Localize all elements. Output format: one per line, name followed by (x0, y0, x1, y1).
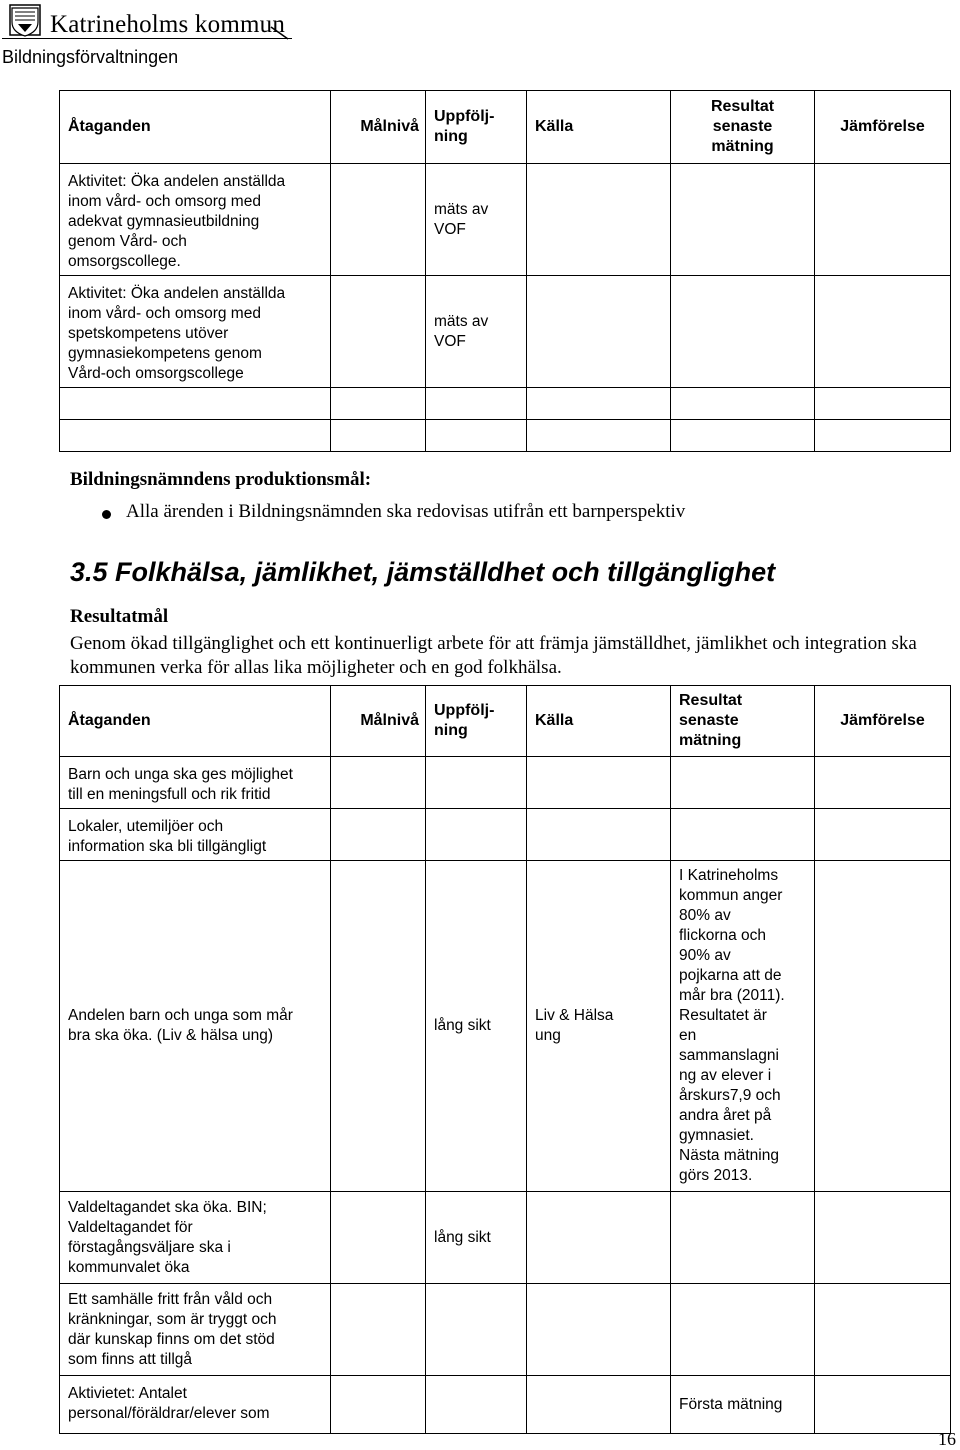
table-row (60, 757, 951, 809)
cell-jamforelse (815, 861, 951, 1192)
cell-kalla (527, 164, 671, 276)
table-header-row (60, 686, 951, 757)
cell-malniva (331, 276, 426, 388)
cell-malniva (331, 164, 426, 276)
table-row (60, 164, 951, 276)
cell-ataganden: Andelen barn och unga som mår bra ska öka. (Liv & hälsa ung) (60, 861, 331, 1192)
cell-ataganden: Barn och unga ska ges möjlighet till en meningsfull och rik fritid (60, 757, 331, 809)
brand-underline (2, 38, 292, 39)
table-row (60, 1376, 951, 1434)
crest-logo (6, 2, 44, 38)
cell-ataganden: Valdeltagandet ska öka. BIN; Valdeltagandet för förstagångsväljare ska i kommunvalet öka (60, 1192, 331, 1284)
cell-malniva (331, 861, 426, 1192)
header-jamforelse: Jämförelse (815, 91, 951, 164)
header-resultat: Resultat senaste mätning (671, 91, 815, 164)
cell-jamforelse (815, 276, 951, 388)
header-kalla: Källa (527, 686, 671, 757)
table-row-empty (60, 388, 951, 420)
header-malniva: Målnivå (331, 91, 426, 164)
header-resultat: Resultat senaste mätning (671, 686, 815, 757)
production-goals-heading: Bildningsnämndens produktionsmål: (70, 469, 372, 490)
result-goal-heading: Resultatmål (70, 606, 169, 627)
section-title: 3.5 Folkhälsa, jämlikhet, jämställdhet och tillgänglighet (70, 557, 776, 587)
header-malniva: Målnivå (331, 686, 426, 757)
table-row-empty (60, 420, 951, 452)
header-ataganden: Åtaganden (60, 91, 331, 164)
cell-uppfoljning: lång sikt (426, 1192, 527, 1284)
table-row (60, 276, 951, 388)
cell-kalla: Liv & Hälsa ung (527, 861, 671, 1192)
cell-ataganden: Aktivitet: Öka andelen anställda inom vård- och omsorg med spetskompetens utöver gymnasiekompetens genom Vård-och omsorgscollege (60, 276, 331, 388)
cell-resultat: Första mätning (671, 1376, 815, 1434)
bullet-icon (102, 510, 111, 519)
table-row (60, 861, 951, 1192)
commitments-table-2 (59, 685, 951, 1434)
department-name: Bildningsförvaltningen (2, 47, 179, 67)
cell-resultat (671, 164, 815, 276)
cell-ataganden: Aktivietet: Antalet personal/föräldrar/elever som (60, 1376, 331, 1434)
header-jamforelse: Jämförelse (815, 686, 951, 757)
production-goal-item: Alla ärenden i Bildningsnämnden ska redovisas utifrån ett barnperspektiv (126, 501, 686, 522)
header-kalla: Källa (527, 91, 671, 164)
cell-resultat (671, 276, 815, 388)
page-number: 16 (938, 1429, 956, 1449)
cell-ataganden: Lokaler, utemiljöer och information ska bli tillgängligt (60, 809, 331, 861)
cell-kalla (527, 276, 671, 388)
cell-jamforelse (815, 164, 951, 276)
cell-uppfoljning: mäts av VOF (426, 276, 527, 388)
cell-resultat: I Katrineholms kommun anger 80% av flickorna och 90% av pojkarna att de mår bra (2011). Resultatet är en sammanslagni ng av elever i årskurs7,9 och andra året på gymnasiet. Nästa mätning görs 2013. (671, 861, 815, 1192)
table-row (60, 1192, 951, 1284)
brand-swoosh (270, 26, 290, 40)
cell-ataganden: Ett samhälle fritt från våld och kränkningar, som är tryggt och där kunskap finns om det stöd som finns att tillgå (60, 1284, 331, 1376)
cell-malniva (331, 1192, 426, 1284)
header-uppfoljning: Uppfölj- ning (426, 91, 527, 164)
table-row (60, 1284, 951, 1376)
cell-ataganden: Aktivitet: Öka andelen anställda inom vård- och omsorg med adekvat gymnasieutbildning genom Vård- och omsorgscollege. (60, 164, 331, 276)
header-ataganden: Åtaganden (60, 686, 331, 757)
result-goal-paragraph: Genom ökad tillgänglighet och ett kontinuerligt arbete för att främja jämställdhet, jämlikhet och integration ska kommunen verka för allas lika möjligheter och en god folkhälsa. (70, 633, 917, 678)
table-header-row (60, 91, 951, 164)
commitments-table-1 (59, 90, 951, 452)
table-row (60, 809, 951, 861)
header-uppfoljning: Uppfölj- ning (426, 686, 527, 757)
brand-name: Katrineholms kommun (50, 11, 286, 38)
cell-uppfoljning: lång sikt (426, 861, 527, 1192)
cell-uppfoljning: mäts av VOF (426, 164, 527, 276)
